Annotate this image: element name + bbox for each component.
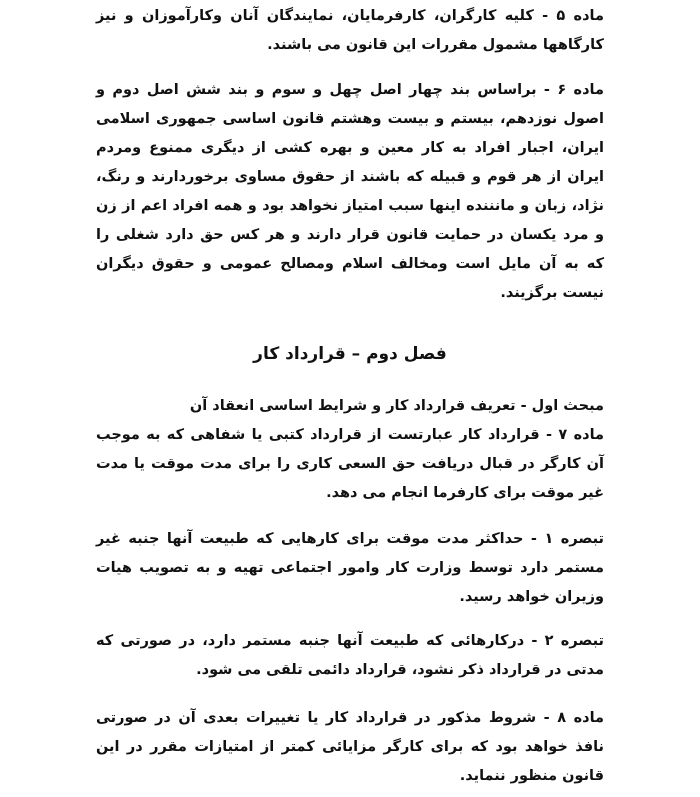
article-7: ماده ۷ - قرارداد کار عبارتست از قرارداد کتبی یا شفاهی که به موجب آن کارگر در قبال دریافت حق السعی کاری را برای مدت موقت یا مدت غیر موقت برای کارفرما انجام می دهد. (96, 427, 604, 501)
document-page (96, 0, 604, 797)
article-5: ماده ۵ - کلیه کارگران، کارفرمایان، نمایندگان آنان وکارآموزان و نیز کارگاهها مشمول مقررات این قانون می باشند. (96, 8, 604, 53)
article-8: ماده ۸ - شروط مذکور در قرارداد کار یا تغییرات بعدی آن در صورتی نافذ خواهد بود که برای کارگر مزایائی کمتر از امتیازات مقرر در این قانون منظور ننماید. (96, 710, 604, 784)
chapter-heading: فصل دوم – قرارداد کار (253, 344, 447, 364)
note-1: تبصره ۱ - حداکثر مدت موقت برای کارهایی که طبیعت آنها جنبه غیر مستمر دارد توسط وزارت کار وامور اجتماعی تهیه و به تصویب هیات وزیران خواهد رسید. (96, 531, 605, 605)
note-2: تبصره ۲ - درکارهائی که طبیعت آنها جنبه مستمر دارد، در صورتی که مدتی در قرارداد ذکر نشود، قرارداد دائمی تلقی می شود. (96, 633, 604, 678)
section-1-title: مبحث اول - تعریف قرارداد کار و شرایط اساسی انعقاد آن (189, 398, 604, 414)
article-6: ماده ۶ - براساس بند چهار اصل چهل و سوم و بند شش اصل دوم و اصول نوزدهم، بیستم و بیست وهشتم قانون اساسی جمهوری اسلامی ایران، اجبار افراد به کار معین و بهره کشی از دیگری ممنوع ومردم ایران از هر قوم و قبیله که باشند از حقوق مساوی برخوردارند و رنگ، نژاد، زبان و مانننده اینها سبب امتیاز نخواهد بود و همه افراد اعم از زن و مرد یکسان در حمایت قانون قرار دارند و هر کس حق دارد شغلی را که به آن مایل است ومخالف اسلام ومصالح عمومی و حقوق دیگران نیست برگزیند. (96, 82, 604, 301)
